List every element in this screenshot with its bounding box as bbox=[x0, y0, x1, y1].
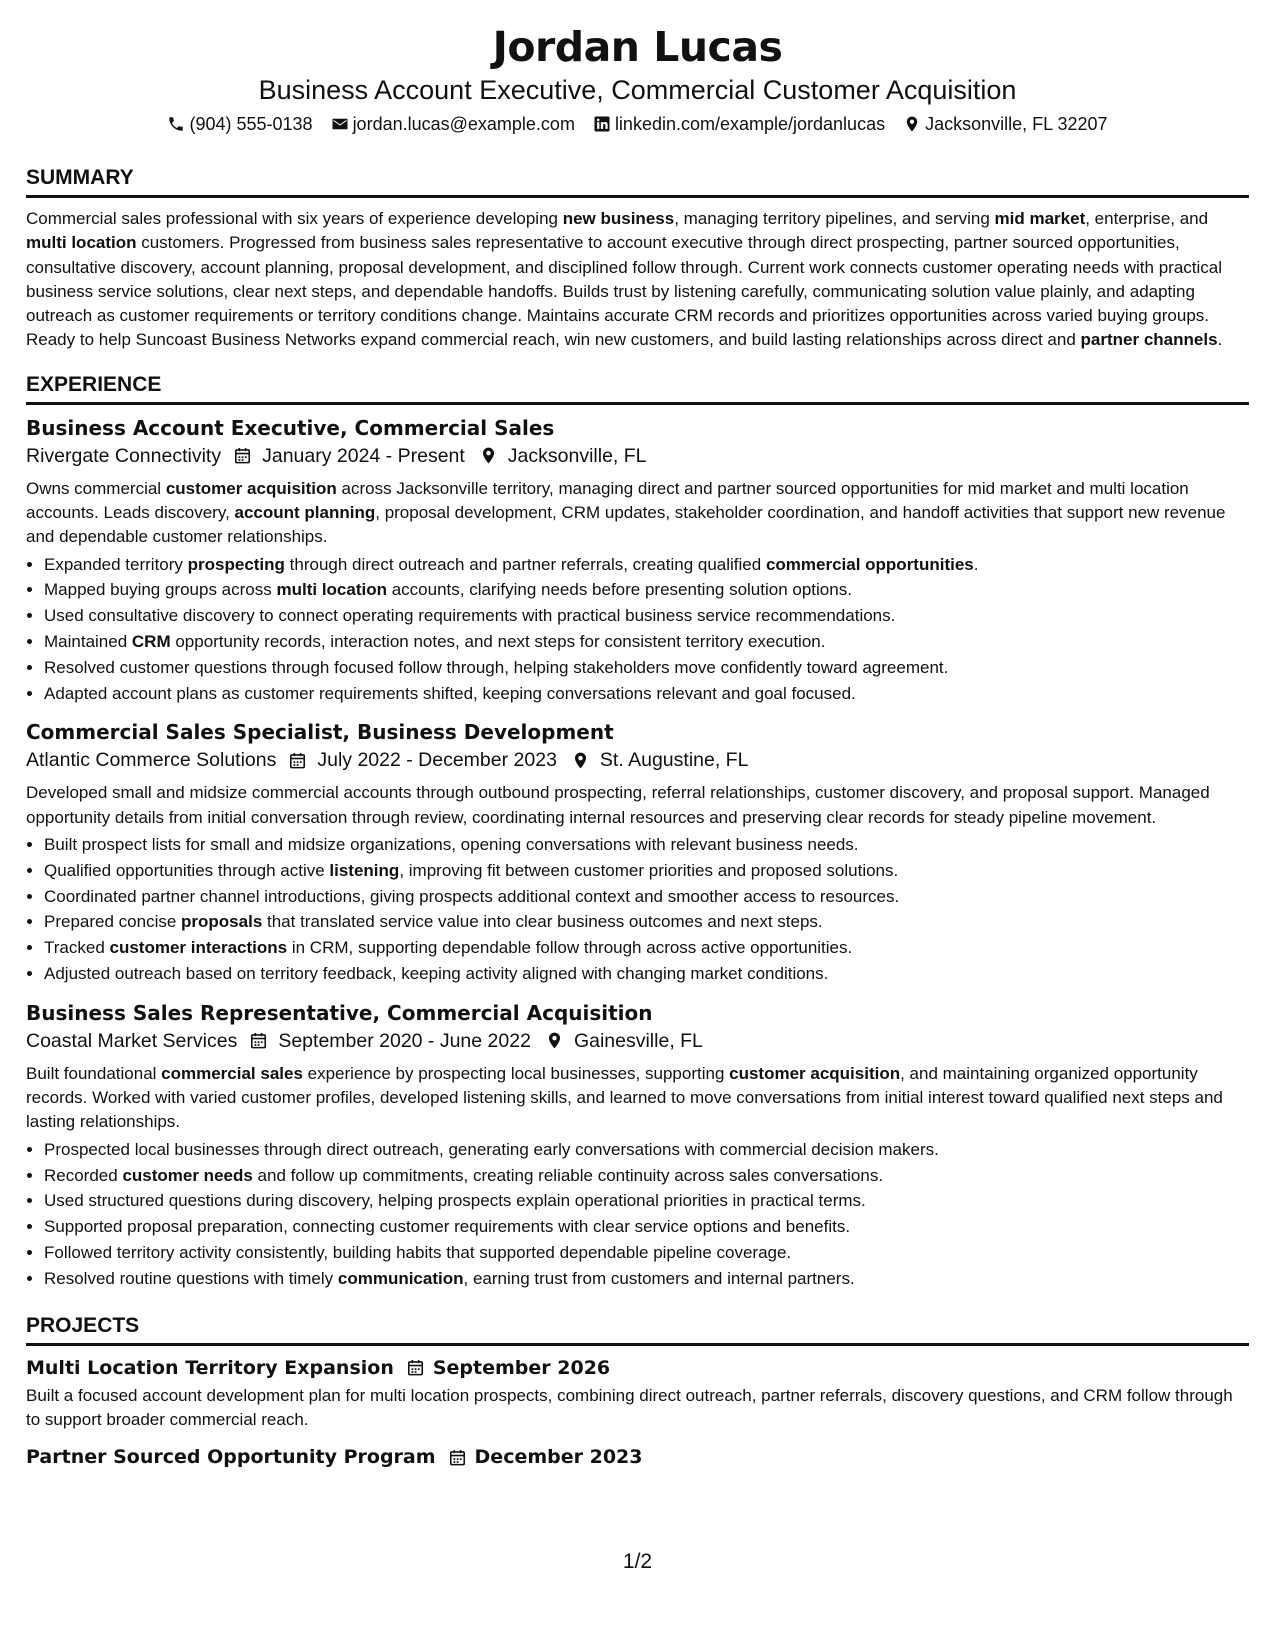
bullet-item bbox=[44, 909, 1249, 935]
text-run: Developed small and midsize commercial accounts through outbound prospecting, referral relationships, customer discovery, and proposal support. Managed opportunity details from initial conversation through review, coordinating internal resources and preserving clear records for steady pipeline movement. bbox=[26, 783, 1210, 827]
projects-heading: PROJECTS bbox=[26, 1313, 140, 1337]
calendar-icon bbox=[448, 1448, 467, 1467]
text-run: Coordinated partner channel introductions, giving prospects additional context and smoother access to resources. bbox=[44, 886, 900, 906]
job-entry bbox=[26, 718, 1249, 986]
text-run: accounts, clarifying needs before presenting solution options. bbox=[386, 580, 852, 600]
emphasis-text: communication bbox=[337, 1268, 464, 1288]
bullet-item bbox=[44, 1137, 1249, 1163]
section-divider bbox=[26, 195, 1249, 198]
text-run: Mapped buying groups across bbox=[44, 580, 277, 600]
emphasis-text: prospecting bbox=[187, 554, 285, 574]
job-meta bbox=[26, 1027, 1249, 1055]
phone-icon bbox=[167, 115, 185, 133]
project-header bbox=[26, 1355, 1249, 1381]
text-run: Used structured questions during discovery, helping prospects explain operational priorities in practical terms. bbox=[44, 1191, 866, 1211]
candidate-name: Jordan Lucas bbox=[492, 23, 783, 71]
calendar-icon bbox=[249, 1031, 268, 1050]
text-run: , managing territory pipelines, and serving bbox=[674, 209, 995, 228]
text-run: Maintained bbox=[44, 632, 132, 652]
text-run: , and maintaining organized opportunity records. Worked with varied customer profiles, developed listening skills, and learned to move conversations from initial interest toward qualified next steps and lasting relationships. bbox=[26, 1063, 1223, 1132]
job-description bbox=[26, 1062, 1249, 1135]
job-bullets bbox=[26, 1137, 1249, 1292]
text-run: Adapted account plans as customer requirements shifted, keeping conversations relevant and goal focused. bbox=[44, 683, 856, 703]
job-company: Atlantic Commerce Solutions bbox=[26, 749, 277, 772]
emphasis-text: multi location bbox=[26, 233, 137, 253]
job-entry bbox=[26, 999, 1249, 1292]
emphasis-text: commercial sales bbox=[161, 1063, 303, 1083]
bullet-item bbox=[44, 1266, 1249, 1292]
text-run: Adjusted outreach based on territory feedback, keeping activity aligned with changing market conditions. bbox=[44, 964, 829, 984]
job-company: Coastal Market Services bbox=[26, 1029, 238, 1052]
map-pin-icon bbox=[479, 446, 498, 465]
text-run: and follow up commitments, creating reliable continuity across sales conversations. bbox=[252, 1165, 884, 1185]
project-date: December 2023 bbox=[474, 1446, 643, 1469]
bullet-item bbox=[44, 961, 1249, 987]
projects-section bbox=[26, 1298, 1249, 1471]
summary-heading: SUMMARY bbox=[26, 166, 134, 189]
emphasis-text: listening bbox=[329, 860, 400, 880]
text-run: Followed territory activity consistently, building habits that supported dependable pipeline coverage. bbox=[44, 1242, 792, 1262]
map-pin-icon bbox=[571, 751, 590, 770]
bullet-item bbox=[44, 1163, 1249, 1189]
linkedin-icon bbox=[593, 115, 611, 133]
text-run: Commercial sales professional with six years of experience developing bbox=[26, 209, 563, 228]
contact-phone bbox=[167, 112, 312, 136]
job-dates: July 2022 - December 2023 bbox=[317, 749, 557, 772]
text-run: , improving fit between customer priorities and proposed solutions. bbox=[399, 860, 899, 880]
location-text: Jacksonville, FL 32207 bbox=[925, 114, 1108, 134]
text-run: , earning trust from customers and internal partners. bbox=[463, 1268, 855, 1288]
experience-heading: EXPERIENCE bbox=[26, 372, 162, 396]
project-header bbox=[26, 1444, 1249, 1470]
contact-bar bbox=[26, 112, 1249, 136]
emphasis-text: CRM bbox=[131, 632, 171, 652]
project-list bbox=[26, 1355, 1249, 1471]
emphasis-text: account planning bbox=[234, 503, 376, 523]
emphasis-text: partner channels bbox=[1080, 330, 1218, 350]
text-run: in CRM, supporting dependable follow through across active opportunities. bbox=[287, 938, 853, 958]
phone-text: (904) 555-0138 bbox=[189, 114, 313, 134]
text-run: through direct outreach and partner referrals, creating qualified bbox=[284, 554, 766, 574]
emphasis-text: commercial opportunities bbox=[765, 554, 974, 574]
project-title: Partner Sourced Opportunity Program bbox=[26, 1446, 436, 1469]
job-location: Gainesville, FL bbox=[573, 1029, 703, 1052]
project-entry bbox=[26, 1444, 1249, 1470]
job-title: Business Account Executive, Commercial Sales bbox=[26, 415, 555, 440]
summary-text bbox=[26, 207, 1249, 353]
project-date: September 2026 bbox=[432, 1356, 611, 1379]
text-run: Prospected local businesses through direct outreach, generating early conversations with commercial decision makers. bbox=[44, 1139, 939, 1159]
map-pin-icon bbox=[545, 1031, 564, 1050]
bullet-item bbox=[44, 858, 1249, 884]
map-pin-icon bbox=[903, 115, 921, 133]
project-title: Multi Location Territory Expansion bbox=[26, 1356, 394, 1379]
job-list bbox=[26, 414, 1249, 1292]
bullet-item bbox=[44, 1214, 1249, 1240]
linkedin-text[interactable]: linkedin.com/example/jordanlucas bbox=[614, 114, 886, 134]
text-run: that translated service value into clear business outcomes and next steps. bbox=[262, 912, 823, 932]
text-run: customers. Progressed from business sales representative to account executive through direct prospecting, partner sourced opportunities, consultative discovery, account planning, proposal development, and disciplined follow through. Current work connects customer operating needs with practical business service solutions, clear next steps, and dependable handoffs. Builds trust by listening carefully, communicating solution value plainly, and adapting outreach as customer requirements or territory conditions change. Maintains accurate CRM records and prioritizes opportunities across varied buying groups. Ready to help Suncoast Business Networks expand commercial reach, win new customers, and build lasting relationships across direct and bbox=[26, 233, 1223, 350]
text-run: Owns commercial bbox=[26, 478, 166, 498]
bullet-item bbox=[44, 655, 1249, 681]
bullet-item bbox=[44, 1240, 1249, 1266]
bullet-item bbox=[44, 603, 1249, 629]
emphasis-text: customer acquisition bbox=[165, 478, 337, 498]
candidate-headline: Business Account Executive, Commercial Customer Acquisition bbox=[258, 75, 1017, 105]
text-run: experience by prospecting local businesses, supporting bbox=[302, 1063, 730, 1083]
bullet-item bbox=[44, 832, 1249, 858]
emphasis-text: mid market bbox=[994, 209, 1086, 228]
text-run: . bbox=[1217, 330, 1223, 350]
text-run: Built foundational bbox=[26, 1063, 162, 1083]
text-run: Supported proposal preparation, connecting customer requirements with clear service options and benefits. bbox=[44, 1217, 851, 1237]
job-location: Jacksonville, FL bbox=[507, 444, 647, 467]
emphasis-text: new business bbox=[562, 209, 675, 228]
experience-section bbox=[26, 357, 1249, 1292]
job-meta bbox=[26, 746, 1249, 774]
text-run: . bbox=[973, 554, 979, 574]
section-divider bbox=[26, 1343, 1249, 1346]
text-run: Built prospect lists for small and midsize organizations, opening conversations with relevant business needs. bbox=[44, 835, 859, 855]
job-title: Business Sales Representative, Commercial Acquisition bbox=[26, 1000, 653, 1025]
job-entry bbox=[26, 414, 1249, 707]
bullet-item bbox=[44, 577, 1249, 603]
job-dates: January 2024 - Present bbox=[262, 444, 465, 467]
job-bullets bbox=[26, 832, 1249, 987]
bullet-item bbox=[44, 884, 1249, 910]
bullet-item bbox=[44, 935, 1249, 961]
emphasis-text: customer acquisition bbox=[729, 1063, 901, 1083]
job-title: Commercial Sales Specialist, Business Development bbox=[26, 720, 614, 745]
email-text[interactable]: jordan.lucas@example.com bbox=[352, 114, 575, 134]
job-location: St. Augustine, FL bbox=[599, 749, 749, 772]
calendar-icon bbox=[233, 446, 252, 465]
text-run: Used consultative discovery to connect operating requirements with practical business service recommendations. bbox=[44, 606, 896, 626]
emphasis-text: customer interactions bbox=[109, 938, 288, 958]
text-run: Resolved routine questions with timely bbox=[44, 1268, 338, 1288]
bullet-item bbox=[44, 1188, 1249, 1214]
section-divider bbox=[26, 402, 1249, 405]
resume-header bbox=[26, 22, 1249, 136]
calendar-icon bbox=[406, 1358, 425, 1377]
text-run: Tracked bbox=[44, 938, 110, 958]
project-description: Built a focused account development plan for multi location prospects, combining direct outreach, partner referrals, discovery questions, and CRM follow through to support broader commercial reach. bbox=[26, 1385, 1233, 1429]
emphasis-text: proposals bbox=[181, 912, 263, 932]
text-run: across Jacksonville territory, managing direct and partner sourced opportunities for mid market and multi location accounts. Leads discovery, bbox=[26, 478, 1189, 523]
emphasis-text: customer needs bbox=[122, 1165, 253, 1185]
text-run: Resolved customer questions through focused follow through, helping stakeholders move confidently toward agreement. bbox=[44, 657, 949, 677]
text-run: Prepared concise bbox=[44, 912, 182, 932]
calendar-icon bbox=[288, 751, 307, 770]
job-bullets bbox=[26, 552, 1249, 707]
job-description bbox=[26, 477, 1249, 550]
contact-location bbox=[903, 112, 1107, 136]
contact-email[interactable] bbox=[331, 112, 575, 136]
text-run: , proposal development, CRM updates, stakeholder coordination, and handoff activities that support new revenue and dependable customer relationships. bbox=[26, 503, 1226, 547]
text-run: opportunity records, interaction notes, and next steps for consistent territory execution. bbox=[170, 632, 826, 652]
text-run: , enterprise, and bbox=[1085, 209, 1209, 228]
text-run: Recorded bbox=[44, 1165, 123, 1185]
job-dates: September 2020 - June 2022 bbox=[278, 1029, 531, 1052]
emphasis-text: multi location bbox=[276, 580, 387, 600]
text-run: Expanded territory bbox=[44, 554, 188, 574]
bullet-item bbox=[44, 681, 1249, 707]
project-entry bbox=[26, 1355, 1249, 1433]
bullet-item bbox=[44, 629, 1249, 655]
job-meta bbox=[26, 442, 1249, 470]
summary-section bbox=[26, 150, 1249, 353]
job-company: Rivergate Connectivity bbox=[26, 444, 222, 467]
job-description bbox=[26, 781, 1249, 830]
envelope-icon bbox=[331, 115, 349, 133]
page-number: 1/2 bbox=[622, 1550, 653, 1573]
bullet-item bbox=[44, 552, 1249, 578]
text-run: Qualified opportunities through active bbox=[44, 860, 330, 880]
contact-linkedin[interactable] bbox=[593, 112, 885, 136]
